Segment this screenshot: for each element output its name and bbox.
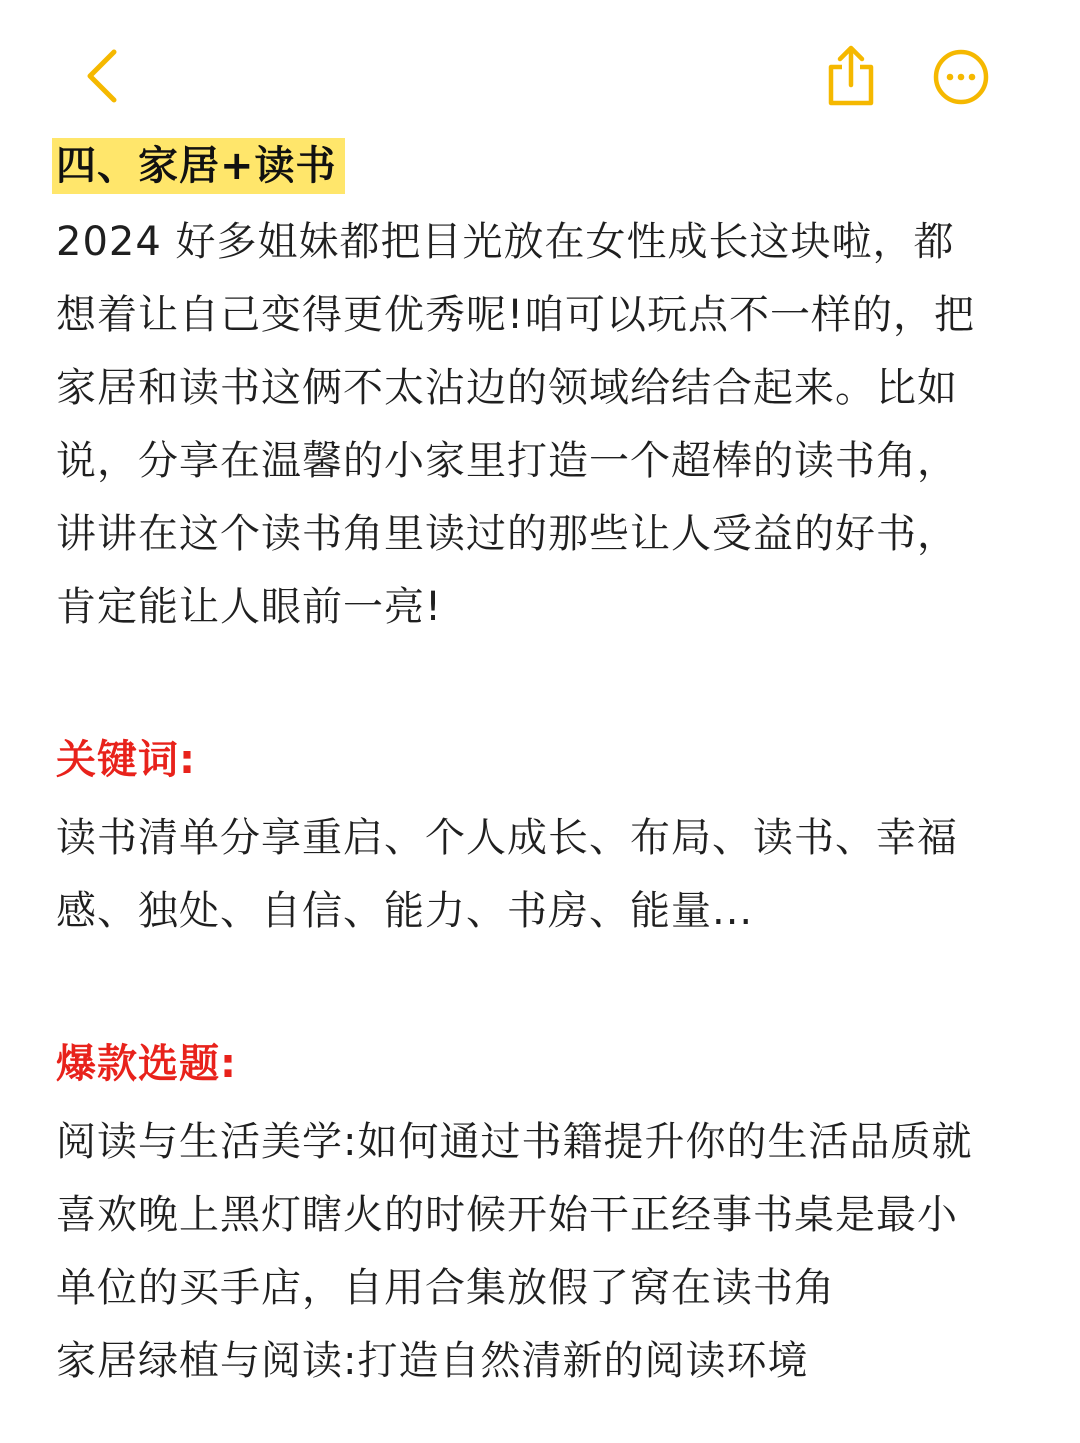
top-toolbar bbox=[0, 0, 1080, 130]
spacer bbox=[56, 948, 1036, 1034]
topics-label: 爆款选题: bbox=[56, 1041, 237, 1087]
intro-paragraph bbox=[56, 206, 1036, 644]
article-heading: 四、家居+读书 bbox=[56, 143, 337, 189]
spacer bbox=[56, 644, 1036, 730]
topics-line: 家居绿植与阅读:打造自然清新的阅读环境 bbox=[56, 1338, 809, 1384]
topics-line: 喜欢晚上黑灯瞎火的时候开始干正经事书桌是最小 bbox=[56, 1192, 958, 1238]
keywords-label: 关键词: bbox=[56, 737, 196, 783]
intro-line: 肯定能让人眼前一亮! bbox=[56, 584, 443, 630]
intro-line: 2024 好多姐妹都把目光放在女性成长这块啦，都 bbox=[56, 219, 955, 265]
intro-line: 想着让自己变得更优秀呢!咱可以玩点不一样的，把 bbox=[56, 292, 976, 338]
share-icon bbox=[825, 43, 877, 107]
intro-line: 说，分享在温馨的小家里打造一个超棒的读书角， bbox=[56, 438, 958, 484]
back-button[interactable] bbox=[70, 42, 134, 110]
share-button[interactable] bbox=[818, 40, 884, 110]
more-options-button[interactable] bbox=[928, 44, 994, 110]
intro-line: 讲讲在这个读书角里读过的那些让人受益的好书， bbox=[56, 511, 958, 557]
article-body bbox=[56, 138, 1036, 1398]
keywords-line: 读书清单分享重启、个人成长、布局、读书、幸福 bbox=[56, 815, 958, 861]
topics-line: 阅读与生活美学:如何通过书籍提升你的生活品质就 bbox=[56, 1119, 973, 1165]
heading-highlight bbox=[52, 138, 345, 194]
keywords-line: 感、独处、自信、能力、书房、能量... bbox=[56, 888, 754, 934]
topics-paragraph bbox=[56, 1106, 1036, 1398]
more-icon bbox=[932, 48, 990, 106]
intro-line: 家居和读书这俩不太沾边的领域给结合起来。比如 bbox=[56, 365, 958, 411]
topics-line: 单位的买手店，自用合集放假了窝在读书角 bbox=[56, 1265, 835, 1311]
keywords-paragraph bbox=[56, 802, 1036, 948]
chevron-left-icon bbox=[82, 46, 122, 106]
